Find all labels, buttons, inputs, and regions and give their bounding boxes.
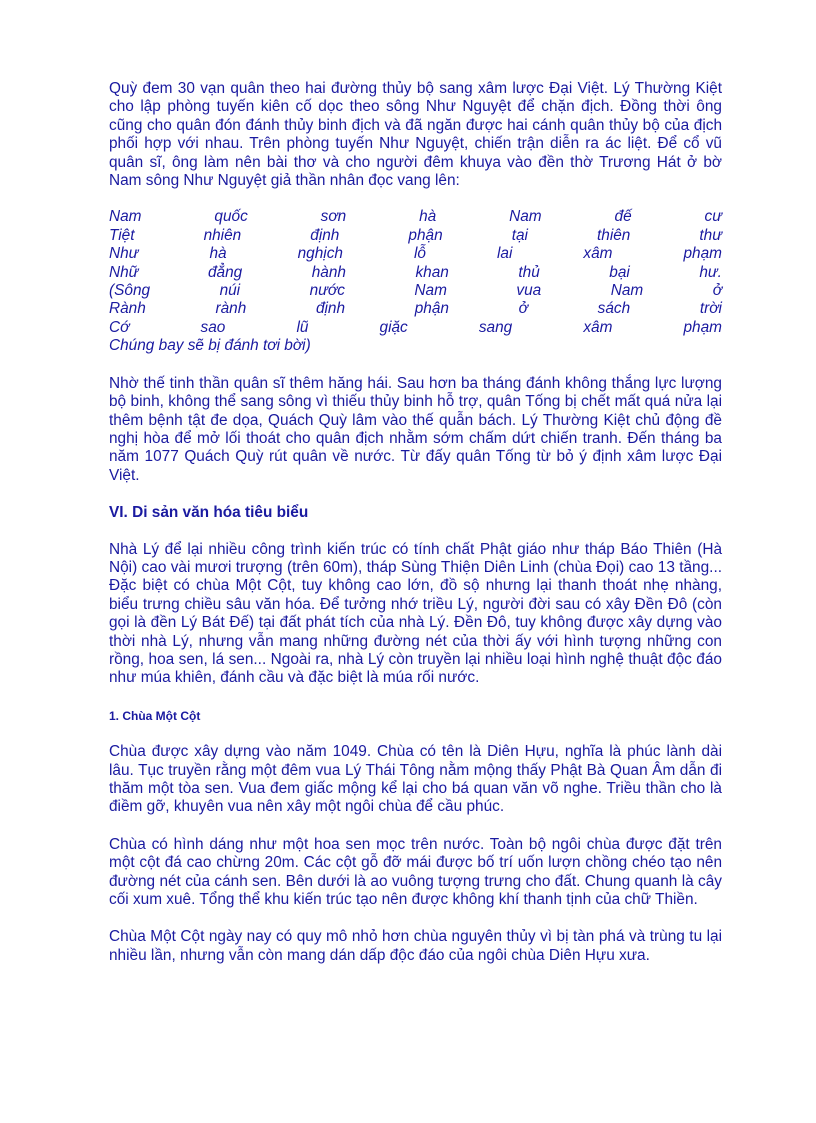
- poem-line: [109, 319, 722, 337]
- poem-word: vua: [516, 282, 542, 300]
- poem-word: sang: [478, 318, 513, 336]
- poem-word: cư: [704, 208, 722, 226]
- poem-word: rành: [215, 300, 247, 318]
- poem-word: sách: [597, 300, 631, 318]
- poem-line: [109, 208, 722, 226]
- poem-word: phận: [414, 300, 449, 318]
- poem-word: Nhữ: [109, 263, 139, 281]
- section-paragraph: Nhà Lý để lại nhiều công trình kiến trúc có tính chất Phật giáo như tháp Báo Thiên (Hà Nội) cao vài mươi trượng (trên 60m), tháp Sùng Thiện Diên Linh (chùa Đọi) cao 13 tầng... Đặc biệt có chùa Một Cột, tuy không cao lớn, đồ sộ nhưng lại thanh thoát nhẹ nhàng, biểu trưng chiều sâu văn hóa. Để tưởng nhớ triều Lý, người đời sau có xây Đền Đô (còn gọi là đền Lý Bát Đế) tại đất phát tích của nhà Lý. Đền Đô, tuy không được xây dựng vào thời nhà Lý, nhưng vẫn mang những đường nét của thời ấy với hình tượng những con rồng, hoa sen, lá sen... Ngoài ra, nhà Lý còn truyền lại nhiều loại hình nghệ thuật độc đáo như múa khiên, đánh cầu và đặc biệt là múa rối nước.: [109, 540, 722, 687]
- poem-word: phận: [408, 226, 443, 244]
- poem-line: [109, 245, 722, 263]
- paragraph-after-poem: Nhờ thế tinh thần quân sĩ thêm hăng hái. Sau hơn ba tháng đánh không thắng lực lượng bộ binh, không thể sang sông vì thiếu thủy binh hỗ trợ, quân Tống bị chết mất quá nửa lại thêm bệnh tật đe dọa, Quách Quỳ lâm vào thế quẫn bách. Lý Thường Kiệt chủ động đề nghị hòa để mở lối thoát cho quân địch nhằm sớm chấm dứt chiến tranh. Đến tháng ba năm 1077 Quách Quỳ rút quân về nước. Từ đấy quân Tống từ bỏ ý định xâm lược Đại Việt.: [109, 374, 722, 484]
- poem-word: núi: [219, 282, 241, 300]
- poem-line: [109, 282, 722, 300]
- poem-word: nhiên: [203, 226, 242, 244]
- poem-word: hành: [311, 263, 346, 281]
- poem-word: hà: [419, 208, 437, 226]
- subheading: 1. Chùa Một Cột: [109, 708, 201, 723]
- poem-word: xâm: [583, 318, 613, 336]
- poem-word: Tiệt: [109, 226, 135, 244]
- poem-word: sao: [200, 318, 226, 336]
- poem-word: lai: [496, 245, 513, 263]
- section-heading: VI. Di sản văn hóa tiêu biểu: [109, 504, 309, 522]
- poem-line: [109, 227, 722, 245]
- poem-word: sơn: [320, 208, 347, 226]
- poem-word: giặc: [379, 318, 408, 336]
- poem: [109, 208, 722, 355]
- poem-word: quốc: [214, 208, 248, 226]
- poem-word: phạm: [683, 245, 722, 263]
- poem-word: xâm: [583, 245, 613, 263]
- intro-paragraph: Quỳ đem 30 vạn quân theo hai đường thủy bộ sang xâm lược Đại Việt. Lý Thường Kiệt cho lập phòng tuyến kiên cố dọc theo sông Như Nguyệt để chặn địch. Đồng thời ông cũng cho quân đón đánh thủy binh địch và đã ngăn được hai cánh quân thủy bộ của địch phối hợp với nhau. Trên phòng tuyến Như Nguyệt, chiến trận diễn ra ác liệt. Để cổ vũ quân sĩ, ông làm nên bài thơ và cho người đêm khuya vào đền thờ Trương Hát ở bờ Nam sông Như Nguyệt giả thần nhân đọc vang lên:: [109, 80, 722, 190]
- poem-word: định: [315, 300, 346, 318]
- poem-word: Nam: [414, 282, 447, 300]
- poem-word: khan: [415, 263, 449, 281]
- sub-paragraph: Chùa được xây dựng vào năm 1049. Chùa có tên là Diên Hựu, nghĩa là phúc lành dài lâu. Tục truyền rằng một đêm vua Lý Thái Tông nằm mộng thấy Phật Bà Quan Âm dẫn đi thăm một tòa sen. Vua đem giấc mộng kể lại cho bá quan văn võ nghe. Triều thần cho là điềm gỡ, khuyên vua nên xây một ngôi chùa để cầu phúc.: [109, 743, 722, 816]
- poem-word: đế: [614, 208, 632, 226]
- poem-word: Nam: [109, 208, 142, 226]
- poem-word: trời: [699, 300, 722, 318]
- poem-last-line: Chúng bay sẽ bị đánh tơi bời): [109, 337, 311, 355]
- poem-line: [109, 300, 722, 318]
- poem-word: hà: [209, 245, 227, 263]
- sub-paragraph: Chùa có hình dáng như một hoa sen mọc trên nước. Toàn bộ ngôi chùa được đặt trên một cột đá cao chừng 20m. Các cột gỗ đỡ mái được bố trí uốn lượn chồng chéo tạo nên đường nét của cánh sen. Bên dưới là ao vuông tượng trưng cho đất. Chung quanh là cây cối xum xuê. Tổng thể khu kiến trúc tạo nên được không khí thanh tịnh của chữ Thiền.: [109, 835, 722, 909]
- poem-word: nước: [309, 282, 345, 300]
- poem-word: Nam: [509, 208, 542, 226]
- poem-word: định: [310, 226, 340, 244]
- poem-word: Rành: [109, 300, 146, 318]
- poem-word: thiên: [596, 226, 631, 244]
- poem-word: (Sông: [109, 282, 151, 300]
- sub-paragraph: Chùa Một Cột ngày nay có quy mô nhỏ hơn chùa nguyên thủy vì bị tàn phá và trùng tu lại nhiều lần, nhưng vẫn còn mang dán dấp độc đáo của ngôi chùa Diên Hựu xưa.: [109, 928, 722, 964]
- poem-word: phạm: [683, 318, 722, 336]
- poem-word: lũ: [296, 318, 309, 336]
- poem-word: Cớ: [109, 318, 130, 336]
- poem-line: [109, 337, 722, 355]
- poem-word: bại: [609, 263, 630, 281]
- poem-word: hư.: [699, 263, 722, 281]
- poem-word: thủ: [518, 263, 540, 281]
- poem-word: ở: [518, 300, 528, 318]
- poem-word: thư: [699, 226, 722, 244]
- poem-word: tại: [511, 226, 528, 244]
- document-page: [109, 80, 722, 965]
- poem-word: lỗ: [413, 245, 426, 263]
- poem-word: Như: [109, 245, 139, 263]
- poem-word: đẳng: [207, 263, 243, 281]
- poem-word: Nam: [610, 282, 644, 300]
- poem-line: [109, 264, 722, 282]
- poem-word: ở: [712, 282, 722, 300]
- poem-word: nghịch: [297, 245, 343, 263]
